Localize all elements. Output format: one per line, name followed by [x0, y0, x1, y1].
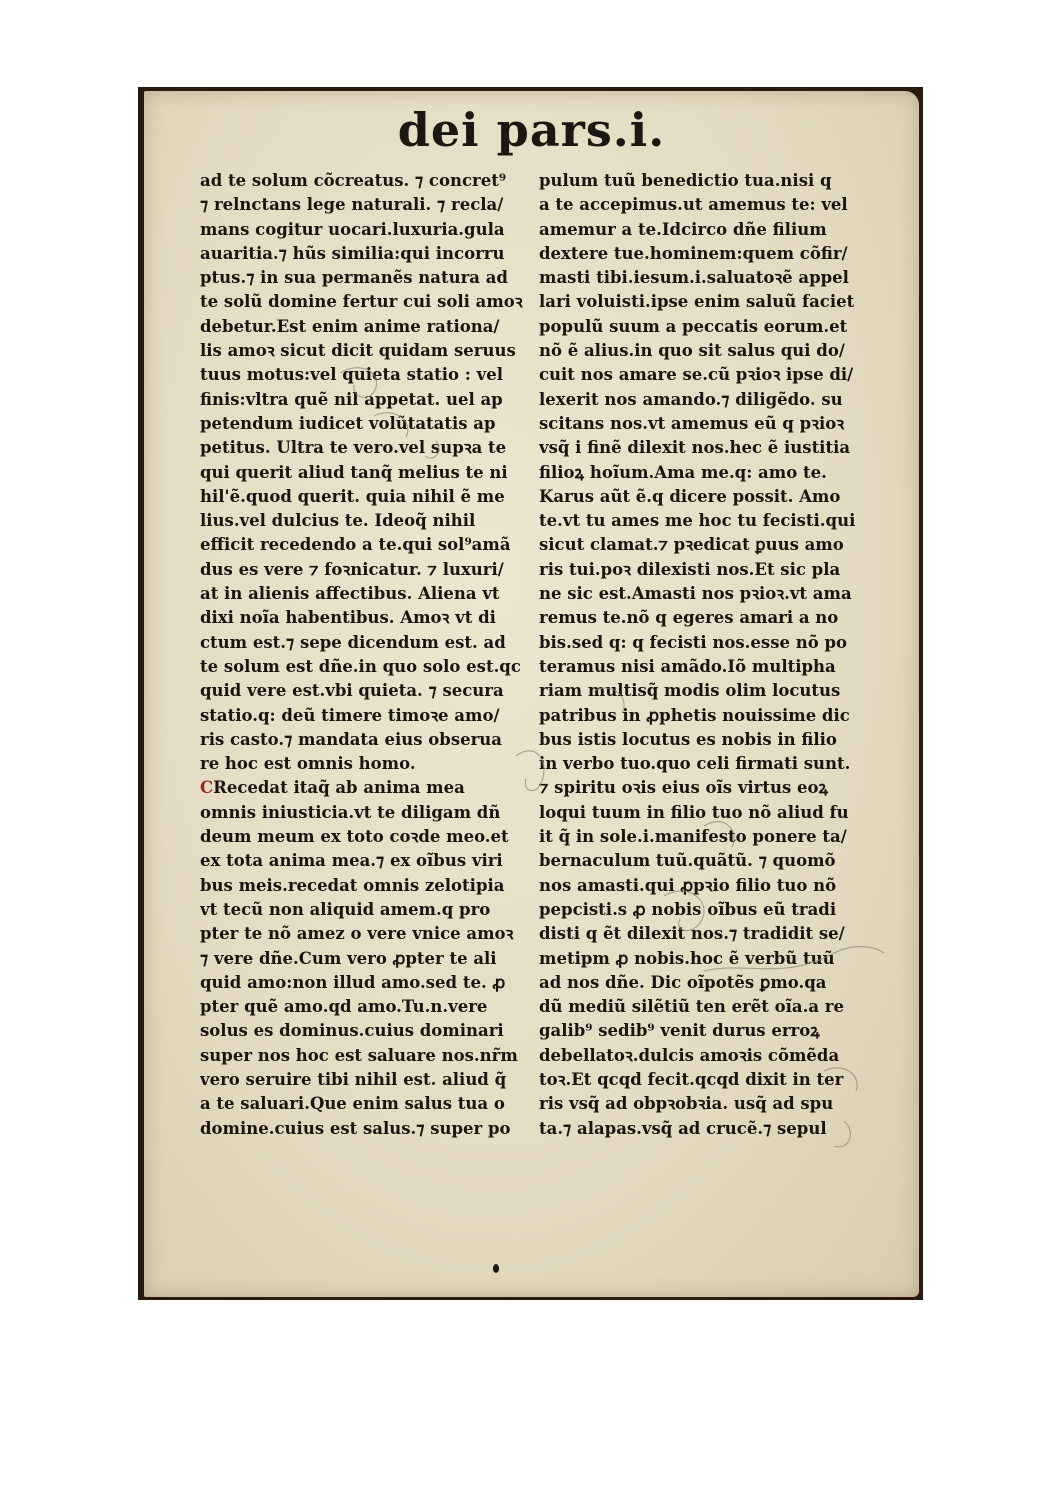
line-text: lexerit nos amando.⁊ diligẽdo. su: [539, 389, 843, 409]
line-text: ctum est.⁊ sepe dicendum est. ad: [200, 632, 506, 652]
line-text: it q̃ in sole.i.manifesto ponere ta/: [539, 827, 847, 847]
line-text: disti q ẽt dilexit nos.⁊ tradidit se/: [539, 924, 845, 944]
text-line: [539, 655, 866, 679]
text-line: [539, 606, 866, 630]
line-text: ta.⁊ alapas.vsq̃ ad crucẽ.⁊ sepul: [539, 1118, 827, 1138]
line-text: debellatoꝛ.dulcis amoꝛis cõmẽda: [539, 1045, 840, 1065]
line-text: bus istis locutus es nobis in filio: [539, 729, 837, 749]
text-line: [200, 922, 527, 946]
text-line: [539, 242, 866, 266]
text-line: [200, 971, 527, 995]
line-text: ris casto.⁊ mandata eius obserua: [200, 729, 502, 749]
line-text: quid amo:non illud amo.sed te. ꝓ: [200, 972, 506, 992]
line-text: finis:vltra quẽ nil appetat. uel ap: [200, 389, 503, 409]
line-text: pepcisti.s ꝓ nobis oĩbus eũ tradi: [539, 899, 837, 919]
line-text: in verbo tuo.quo celi firmati sunt.: [539, 754, 851, 774]
text-line: [200, 266, 527, 290]
line-text: galib⁹ sedib⁹ venit durus erroꝝ: [539, 1021, 820, 1041]
line-text: filioꝝ hoĩum.Ama me.q: amo te.: [539, 462, 827, 482]
text-line: [539, 776, 866, 800]
text-line: [539, 1092, 866, 1116]
line-text: ex tota anima mea.⁊ ex oĩbus viri: [200, 851, 503, 871]
line-text: dus es vere ⁊ foꝛnicatur. ⁊ luxuri/: [200, 559, 504, 579]
line-text: a te accepimus.ut amemus te: vel: [539, 195, 848, 215]
text-line: [539, 363, 866, 387]
book-photograph: [138, 87, 923, 1300]
text-line: [539, 679, 866, 703]
text-line: [200, 606, 527, 630]
line-text: bis.sed q: q fecisti nos.esse nõ po: [539, 632, 848, 652]
text-line: [539, 752, 866, 776]
line-text: at in alienis affectibus. Aliena vt: [200, 584, 500, 604]
text-line: [200, 728, 527, 752]
signature-dot: [493, 1264, 499, 1273]
line-text: super nos hoc est saluare nos.nr̃m: [200, 1045, 518, 1065]
text-line: [200, 315, 527, 339]
text-line: [200, 290, 527, 314]
text-line: [539, 995, 866, 1019]
text-line: [200, 825, 527, 849]
line-text: ⁊ vere dñe.Cum vero ꝓpter te ali: [200, 948, 497, 968]
text-line: [539, 1117, 866, 1141]
line-text: riam multisq̃ modis olim locutus: [539, 681, 841, 701]
text-line: [539, 193, 866, 217]
text-line: [200, 776, 527, 800]
text-line: [539, 315, 866, 339]
text-line: [200, 533, 527, 557]
text-line: [200, 1117, 527, 1141]
text-line: [200, 1068, 527, 1092]
text-line: [539, 266, 866, 290]
line-text: nõ ẽ alius.in quo sit salus qui do/: [539, 341, 845, 361]
left-text-column: [200, 169, 527, 1141]
text-line: [200, 412, 527, 436]
line-text: mans cogitur uocari.luxuria.gula: [200, 219, 505, 239]
text-line: [539, 388, 866, 412]
text-line: [539, 509, 866, 533]
line-text: metipm ꝓ nobis.hoc ẽ verbũ tuũ: [539, 948, 835, 968]
line-text: hil'ẽ.quod querit. quia nihil ẽ me: [200, 486, 505, 506]
line-text: solus es dominus.cuius dominari: [200, 1021, 504, 1041]
line-text: amemur a te.Idcirco dñe filium: [539, 219, 827, 239]
line-text: vt tecũ non aliquid amem.q pro: [200, 899, 491, 919]
text-line: [200, 752, 527, 776]
line-text: ris vsq̃ ad obpꝛobꝛia. usq̃ ad spu: [539, 1094, 834, 1114]
line-text: vsq̃ i finẽ dilexit nos.hec ẽ iustitia: [539, 438, 851, 458]
text-line: [200, 582, 527, 606]
line-text: ⁊ relnctans lege naturali. ⁊ recla/: [200, 195, 504, 215]
text-line: [539, 971, 866, 995]
text-line: [539, 1019, 866, 1043]
line-text: dũ mediũ silẽtiũ ten erẽt oĩa.a re: [539, 997, 844, 1017]
line-text: scitans nos.vt amemus eũ q pꝛioꝛ: [539, 413, 845, 433]
line-text: a te saluari.Que enim salus tua o: [200, 1094, 505, 1114]
text-line: [200, 242, 527, 266]
line-text: vero seruire tibi nihil est. aliud q̃: [200, 1069, 507, 1089]
text-line: [200, 947, 527, 971]
line-text: teramus nisi amãdo.Iõ multipha: [539, 656, 836, 676]
text-line: [200, 849, 527, 873]
text-line: [200, 218, 527, 242]
text-line: [200, 898, 527, 922]
text-line: [200, 509, 527, 533]
text-line: [200, 655, 527, 679]
text-line: [539, 874, 866, 898]
line-text: quid vere est.vbi quieta. ⁊ secura: [200, 681, 504, 701]
line-text: te solum est dñe.in quo solo est.qc: [200, 656, 521, 676]
line-text: loqui tuum in filio tuo nõ aliud fu: [539, 802, 849, 822]
text-line: [539, 1068, 866, 1092]
text-line: [200, 1092, 527, 1116]
text-line: [200, 1044, 527, 1068]
text-line: [539, 290, 866, 314]
text-line: [200, 874, 527, 898]
line-text: efficit recedendo a te.qui sol⁹amã: [200, 535, 511, 555]
line-text: Recedat itaq̃ ab anima mea: [213, 778, 465, 798]
text-line: [200, 363, 527, 387]
text-line: [200, 679, 527, 703]
line-text: ne sic est.Amasti nos pꝛioꝛ.vt ama: [539, 584, 852, 604]
text-line: [539, 898, 866, 922]
line-text: petitus. Ultra te vero.vel supꝛa te: [200, 438, 507, 458]
line-text: dextere tue.hominem:quem cõfir/: [539, 243, 848, 263]
text-line: [200, 436, 527, 460]
text-line: [200, 1019, 527, 1043]
line-text: qui querit aliud tanq̃ melius te ni: [200, 462, 508, 482]
text-line: [200, 339, 527, 363]
text-line: [200, 485, 527, 509]
line-text: remus te.nõ q egeres amari a no: [539, 608, 839, 628]
line-text: pulum tuũ benedictio tua.nisi q: [539, 171, 832, 190]
text-line: [539, 412, 866, 436]
text-line: [539, 533, 866, 557]
line-text: te solũ domine fertur cui soli amoꝛ: [200, 292, 523, 312]
text-line: [539, 339, 866, 363]
line-text: sicut clamat.⁊ pꝛedicat ꝑuus amo: [539, 535, 844, 555]
text-line: [539, 704, 866, 728]
line-text: statio.q: deũ timere timoꝛe amo/: [200, 705, 500, 725]
incunable-page: [144, 91, 919, 1297]
text-line: [539, 461, 866, 485]
line-text: pter quẽ amo.qd amo.Tu.n.vere: [200, 997, 488, 1017]
line-text: deum meum ex toto coꝛde meo.et: [200, 827, 509, 847]
running-head: dei pars.i.: [397, 103, 666, 157]
text-line: [200, 995, 527, 1019]
text-line: [200, 388, 527, 412]
text-line: [539, 849, 866, 873]
right-text-column: [539, 169, 866, 1141]
line-text: ad nos dñe. Dic oĩpotẽs ꝑmo.qa: [539, 972, 827, 992]
text-line: [200, 801, 527, 825]
text-line: [200, 193, 527, 217]
line-text: toꝛ.Et qcqd fecit.qcqd dixit in ter: [539, 1069, 844, 1089]
rubricated-initial: C: [200, 778, 214, 798]
line-text: bernaculum tuũ.quãtũ. ⁊ quomõ: [539, 851, 836, 871]
text-line: [539, 801, 866, 825]
line-text: cuit nos amare se.cũ pꝛioꝛ ipse di/: [539, 365, 854, 385]
line-text: nos amasti.qui ꝓpꝛio filio tuo nõ: [539, 875, 837, 895]
text-line: [539, 558, 866, 582]
line-text: domine.cuius est salus.⁊ super po: [200, 1118, 511, 1138]
line-text: populũ suum a peccatis eorum.et: [539, 316, 848, 336]
line-text: Karus aũt ẽ.q dicere possit. Amo: [539, 486, 841, 506]
text-line: [539, 582, 866, 606]
text-line: [539, 825, 866, 849]
line-text: masti tibi.iesum.i.saluatoꝛẽ appel: [539, 268, 849, 288]
line-text: re hoc est omnis homo.: [200, 754, 416, 774]
text-line: [539, 218, 866, 242]
line-text: bus meis.recedat omnis zelotipia: [200, 875, 505, 895]
text-line: [539, 947, 866, 971]
text-line: [539, 485, 866, 509]
text-line: [200, 631, 527, 655]
text-line: [200, 704, 527, 728]
line-text: te.vt tu ames me hoc tu fecisti.qui: [539, 511, 856, 531]
text-line: [539, 922, 866, 946]
line-text: tuus motus:vel quieta statio : vel: [200, 365, 503, 385]
text-line: [539, 631, 866, 655]
line-text: lius.vel dulcius te. Ideoq̃ nihil: [200, 511, 476, 531]
text-line: [539, 169, 866, 193]
line-text: ris tui.poꝛ dilexisti nos.Et sic pla: [539, 559, 841, 579]
line-text: pter te nõ amez o vere vnice amoꝛ: [200, 924, 514, 944]
line-text: petendum iudicet volũtatatis ap: [200, 413, 496, 433]
text-line: [200, 169, 527, 193]
line-text: dixi noĩa habentibus. Amoꝛ vt di: [200, 608, 496, 628]
line-text: ptus.⁊ in sua permanẽs natura ad: [200, 268, 508, 288]
line-text: ⁊ spiritu oꝛis eius oĩs virtus eoꝝ: [539, 778, 829, 798]
text-line: [200, 558, 527, 582]
line-text: lari voluisti.ipse enim saluũ faciet: [539, 292, 855, 312]
text-line: [200, 461, 527, 485]
line-text: lis amoꝛ sicut dicit quidam seruus: [200, 341, 516, 361]
line-text: ad te solum cõcreatus. ⁊ concret⁹: [200, 171, 507, 190]
line-text: debetur.Est enim anime rationa/: [200, 316, 500, 336]
text-line: [539, 728, 866, 752]
line-text: auaritia.⁊ hũs similia:qui incorru: [200, 243, 505, 263]
line-text: patribus in ꝓphetis nouissime dic: [539, 705, 850, 725]
text-line: [539, 1044, 866, 1068]
line-text: omnis iniusticia.vt te diligam dñ: [200, 802, 501, 822]
text-line: [539, 436, 866, 460]
